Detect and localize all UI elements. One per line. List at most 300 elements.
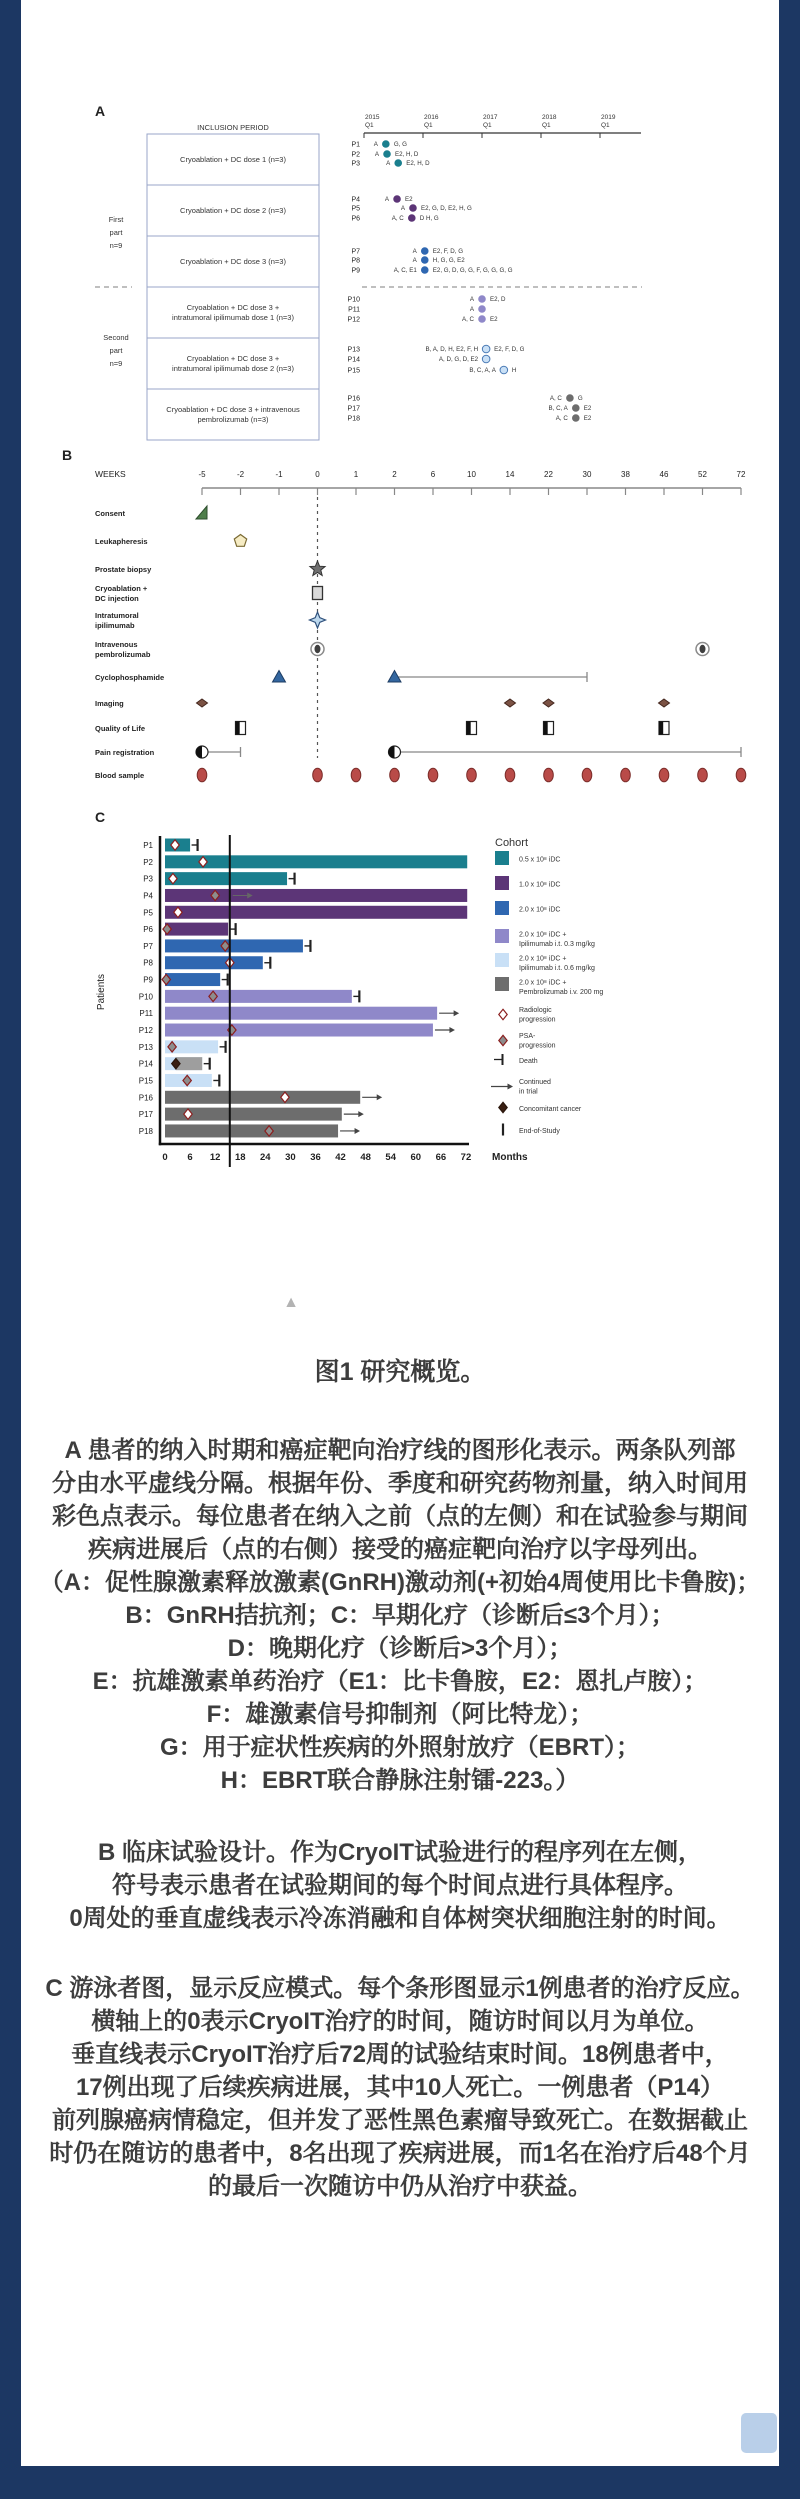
panelB-row-half-circle	[95, 746, 741, 758]
second-part-label: part	[109, 346, 123, 355]
blood-sample-icon	[428, 768, 438, 782]
caption-line: 横轴上的0表示CryoIT治疗的时间，随访时间以月为单位。	[91, 2008, 709, 2035]
panelB-row-star	[95, 561, 325, 576]
svg-text:E2, G, D, E2, H, G: E2, G, D, E2, H, G	[420, 205, 472, 212]
swimmer-row-P8	[143, 956, 270, 969]
cohort-legend	[491, 837, 603, 1136]
svg-text:48: 48	[360, 1152, 371, 1163]
months-axis-label: Months	[492, 1152, 528, 1163]
inclusion-dot-P5	[409, 204, 417, 212]
svg-text:Ipilimumab i.t. 0.6 mg/kg: Ipilimumab i.t. 0.6 mg/kg	[519, 965, 595, 972]
caption-line: 垂直线表示CryoIT治疗后72周的试验结束时间。18例患者中，	[71, 2041, 729, 2068]
swimmer-bar-P12	[165, 1024, 433, 1037]
svg-text:72: 72	[736, 470, 746, 479]
svg-text:H, G, G, E2: H, G, G, E2	[432, 257, 465, 264]
page-border-left	[0, 0, 21, 2499]
svg-text:P13: P13	[138, 1042, 153, 1052]
panelA-patient-P16	[348, 394, 583, 402]
swimmer-row-P10	[139, 990, 360, 1003]
panelB-row-consent-triangle	[95, 506, 207, 519]
cyclophosphamide-triangle-icon	[388, 671, 401, 683]
caption-line: G：用于症状性疾病的外照射放疗（EBRT）；	[160, 1734, 640, 1761]
swimmer-bar-P18	[165, 1124, 338, 1137]
svg-text:-1: -1	[275, 470, 283, 479]
blood-sample-icon	[313, 768, 323, 782]
panel-a-label: A	[95, 103, 106, 119]
panelA-patient-P15	[348, 366, 517, 374]
svg-text:A: A	[412, 248, 417, 255]
svg-text:Cryoablation + DC dose 1 (n=3): Cryoablation + DC dose 1 (n=3)	[180, 155, 286, 164]
svg-text:38: 38	[621, 470, 630, 479]
cyclophosphamide-triangle-icon	[273, 671, 286, 683]
swimmer-row-P1	[143, 839, 197, 852]
svg-text:P10: P10	[138, 992, 153, 1002]
continued-in-trial-arrow-icon	[454, 1010, 460, 1016]
panelA-patient-P5	[351, 204, 472, 212]
imaging-diamond-icon	[197, 699, 208, 707]
svg-text:P7: P7	[143, 941, 153, 951]
swimmer-row-P14	[139, 1057, 210, 1070]
panel-c	[95, 809, 603, 1167]
svg-text:P12: P12	[347, 316, 360, 324]
svg-text:E2, F, D, G: E2, F, D, G	[494, 346, 525, 353]
caption-line: 时仍在随访的患者中，8名出现了疾病进展，而1名在治疗后48个月	[49, 2140, 751, 2167]
swimmer-row-P15	[139, 1074, 220, 1087]
svg-text:P16: P16	[138, 1093, 153, 1103]
svg-text:A, C: A, C	[391, 215, 404, 222]
patients-axis-label: Patients	[96, 973, 107, 1011]
panel-b	[62, 447, 746, 782]
svg-text:P5: P5	[351, 205, 360, 213]
swimmer-row-P11	[139, 1007, 459, 1020]
swimmer-row-P18	[139, 1124, 360, 1137]
swimmer-row-P17	[139, 1108, 364, 1121]
svg-text:60: 60	[410, 1152, 422, 1163]
svg-text:Continued: Continued	[519, 1079, 551, 1086]
inclusion-dot-P1	[382, 140, 390, 148]
svg-text:A: A	[469, 306, 474, 313]
svg-text:Cryoablation + DC dose 3 +: Cryoablation + DC dose 3 +	[186, 303, 280, 312]
svg-text:P11: P11	[139, 1009, 153, 1019]
panelB-row-blue-triangle	[95, 671, 587, 683]
svg-text:P17: P17	[347, 405, 360, 413]
caption-line: 前列腺癌病情稳定，但并发了恶性黑色素瘤导致死亡。在数据截止	[52, 2107, 748, 2134]
svg-text:intratumoral ipilimumab dose 1: intratumoral ipilimumab dose 1 (n=3)	[172, 313, 294, 322]
concomitant-marker-icon	[499, 1102, 507, 1112]
svg-text:6: 6	[187, 1152, 193, 1163]
caption-paragraph-a	[20, 1434, 780, 1797]
panelB-row-half-square	[95, 722, 669, 735]
blood-sample-icon	[659, 768, 669, 782]
swimmer-bar-P8	[165, 956, 263, 969]
svg-text:P11: P11	[348, 306, 360, 314]
svg-text:Cryoablation + DC dose 3 + int: Cryoablation + DC dose 3 + intravenous	[166, 405, 300, 414]
caption-line: A 患者的纳入时期和癌症靶向治疗线的图形化表示。两条队列部	[64, 1437, 736, 1464]
svg-text:6: 6	[430, 470, 436, 479]
svg-text:Leukapheresis: Leukapheresis	[95, 537, 148, 546]
svg-text:P7: P7	[351, 248, 360, 256]
page-border-bottom	[0, 2466, 800, 2499]
blood-sample-icon	[351, 768, 361, 782]
psa-marker-icon	[499, 1035, 507, 1045]
leukapheresis-pentagon-icon	[234, 535, 246, 547]
svg-text:Q1: Q1	[601, 122, 610, 129]
swimmer-row-P2	[143, 855, 467, 868]
svg-text:Cryoablation + DC dose 2 (n=3): Cryoablation + DC dose 2 (n=3)	[180, 206, 286, 215]
inclusion-dot-P17	[572, 404, 580, 412]
svg-text:-5: -5	[198, 470, 206, 479]
page-border-right	[779, 0, 800, 2499]
svg-text:P10: P10	[347, 296, 360, 304]
panelA-patient-P7	[351, 247, 463, 255]
svg-text:46: 46	[659, 470, 669, 479]
second-part-label: n=9	[109, 359, 123, 368]
inclusion-dot-P3	[394, 159, 402, 167]
svg-text:Concomitant cancer: Concomitant cancer	[519, 1106, 582, 1113]
svg-text:24: 24	[260, 1152, 271, 1163]
svg-text:P2: P2	[143, 857, 153, 867]
svg-text:Quality of Life: Quality of Life	[95, 724, 146, 733]
svg-text:0: 0	[162, 1152, 168, 1163]
panelB-row-square	[95, 584, 323, 603]
panelB-row-circled-dot	[95, 640, 709, 659]
svg-text:Cryoablation +: Cryoablation +	[95, 584, 148, 593]
legend-swatch-2	[495, 901, 509, 915]
biopsy-star-icon	[310, 561, 325, 576]
caption-line: C 游泳者图，显示反应模式。每个条形图显示1例患者的治疗反应。	[45, 1975, 755, 2002]
imaging-diamond-icon	[659, 699, 670, 707]
caption-line: E：抗雄激素单药治疗（E1：比卡鲁胺，E2：恩扎卢胺）；	[92, 1668, 708, 1695]
svg-text:66: 66	[435, 1152, 447, 1163]
svg-text:P5: P5	[143, 908, 153, 918]
svg-text:G, G: G, G	[393, 141, 407, 148]
svg-text:A, D, G, D, E2: A, D, G, D, E2	[438, 356, 479, 363]
svg-text:Pembrolizumab i.v. 200 mg: Pembrolizumab i.v. 200 mg	[519, 989, 604, 996]
inclusion-dot-P18	[572, 414, 580, 422]
swimmer-bar-P3	[165, 872, 287, 885]
svg-text:Prostate biopsy: Prostate biopsy	[95, 565, 152, 574]
svg-text:Cryoablation + DC dose 3 +: Cryoablation + DC dose 3 +	[186, 354, 280, 363]
svg-text:pembrolizumab: pembrolizumab	[95, 650, 151, 659]
svg-text:G: G	[577, 395, 583, 402]
svg-text:2: 2	[392, 470, 397, 479]
panelB-row-four-point-star	[95, 611, 326, 630]
imaging-diamond-icon	[505, 699, 516, 707]
svg-text:P6: P6	[143, 925, 153, 935]
panelA-patient-P18	[348, 414, 592, 422]
swimmer-row-P4	[143, 889, 467, 902]
svg-text:P14: P14	[138, 1059, 153, 1069]
swimmer-bar-P10	[165, 990, 352, 1003]
svg-text:P3: P3	[351, 160, 360, 168]
svg-text:A: A	[373, 141, 378, 148]
continued-in-trial-arrow-icon	[355, 1128, 361, 1134]
svg-text:E2: E2	[490, 316, 498, 323]
svg-text:A, C: A, C	[549, 395, 562, 402]
inclusion-dot-P10	[478, 295, 486, 303]
blood-sample-icon	[621, 768, 631, 782]
continued-in-trial-arrow-icon	[358, 1111, 364, 1117]
swimmer-bar-P9	[165, 973, 220, 986]
svg-text:P9: P9	[143, 975, 153, 985]
caption-line: 分由水平虚线分隔。根据年份、季度和研究药物剂量，纳入时间用	[52, 1470, 748, 1497]
first-part-label: First	[108, 215, 124, 224]
svg-text:2.0 x 10⁸ iDC +: 2.0 x 10⁸ iDC +	[519, 931, 567, 939]
svg-text:P8: P8	[351, 257, 360, 265]
svg-text:P16: P16	[347, 395, 360, 403]
svg-text:Q1: Q1	[483, 122, 492, 129]
svg-text:18: 18	[234, 1152, 246, 1163]
svg-text:2018: 2018	[542, 114, 557, 121]
panelA-patient-P8	[351, 256, 465, 264]
caption-line: F：雄激素信号抑制剂（阿比特龙）；	[206, 1701, 594, 1728]
consent-triangle-icon	[196, 506, 207, 519]
panelA-patient-P17	[348, 404, 592, 412]
ipilimumab-star-icon	[310, 612, 326, 628]
svg-text:72: 72	[460, 1152, 472, 1163]
svg-text:Death: Death	[519, 1058, 538, 1065]
svg-text:E2, H, D: E2, H, D	[395, 151, 419, 158]
swimmer-row-P12	[139, 1024, 455, 1037]
panelB-row-pentagon	[95, 535, 247, 547]
second-part-label: Second	[103, 333, 129, 342]
panelA-patient-P13	[348, 345, 525, 353]
caption-paragraph-b	[20, 1836, 780, 1935]
caption-line: 彩色点表示。每位患者在纳入之前（点的左侧）和在试验参与期间	[52, 1503, 748, 1530]
blood-sample-icon	[505, 768, 515, 782]
svg-text:2019: 2019	[601, 114, 616, 121]
svg-text:P15: P15	[347, 367, 360, 375]
svg-text:36: 36	[310, 1152, 321, 1163]
svg-text:A, C: A, C	[555, 415, 568, 422]
blood-sample-icon	[698, 768, 708, 782]
svg-text:P9: P9	[351, 267, 360, 275]
inclusion-dot-P11	[478, 305, 486, 313]
svg-text:1: 1	[353, 470, 359, 479]
continued-in-trial-arrow-icon	[377, 1094, 383, 1100]
svg-text:P4: P4	[143, 891, 153, 901]
swimmer-bar-P5	[165, 906, 467, 919]
inclusion-dot-P9	[421, 266, 429, 274]
svg-text:Radiologic: Radiologic	[519, 1007, 552, 1014]
continued-in-trial-arrow-icon	[508, 1084, 514, 1090]
caption-line: 的最后一次随访中仍从治疗中获益。	[208, 2173, 592, 2200]
svg-text:P12: P12	[138, 1026, 153, 1036]
svg-text:PSA-: PSA-	[519, 1033, 536, 1040]
svg-text:A: A	[374, 151, 380, 158]
svg-text:2015: 2015	[365, 114, 380, 121]
legend-swatch-3	[495, 929, 509, 943]
svg-text:P6: P6	[351, 215, 360, 223]
inclusion-dot-P6	[408, 214, 416, 222]
caption-line: H：EBRT联合静脉注射镭-223。）	[220, 1767, 580, 1794]
first-part-label: n=9	[109, 241, 123, 250]
svg-text:0.5 x 10⁸ iDC: 0.5 x 10⁸ iDC	[519, 856, 561, 864]
svg-text:P8: P8	[143, 958, 153, 968]
svg-text:E2, G, D, G, G, F, G, G, G, G: E2, G, D, G, G, F, G, G, G, G	[432, 267, 513, 274]
blood-sample-icon	[544, 768, 554, 782]
inclusion-dot-P14	[482, 355, 490, 363]
swimmer-row-P5	[143, 906, 467, 919]
continued-in-trial-arrow-icon	[449, 1027, 455, 1033]
caption-line: 疾病进展后（点的右侧）接受的癌症靶向治疗以字母列出。	[88, 1536, 712, 1563]
svg-text:Ipilimumab i.t. 0.3 mg/kg: Ipilimumab i.t. 0.3 mg/kg	[519, 941, 595, 948]
swimmer-row-P6	[143, 923, 235, 936]
blood-sample-icon	[467, 768, 477, 782]
panel-b-label: B	[62, 447, 73, 463]
svg-text:E2, F, D, G: E2, F, D, G	[432, 248, 464, 255]
inclusion-dot-P2	[383, 150, 391, 158]
svg-text:B, C, A, A: B, C, A, A	[469, 367, 496, 374]
svg-text:B, C, A: B, C, A	[548, 405, 568, 412]
swimmer-row-P9	[143, 973, 227, 986]
svg-text:P13: P13	[347, 346, 360, 354]
svg-text:DC injection: DC injection	[95, 594, 139, 603]
inclusion-dot-P12	[478, 315, 486, 323]
svg-text:30: 30	[285, 1152, 296, 1163]
svg-text:A, C: A, C	[461, 316, 474, 323]
svg-text:P14: P14	[347, 356, 360, 364]
svg-text:P15: P15	[138, 1076, 153, 1086]
caption-line: 0周处的垂直虚线表示冷冻消融和自体树突状细胞注射的时间。	[69, 1905, 731, 1932]
swimmer-bar-P2	[165, 855, 467, 868]
cryoablation-square-icon	[313, 587, 323, 600]
panelA-patient-P11	[348, 305, 486, 313]
inclusion-dot-P7	[421, 247, 429, 255]
svg-text:2.0 x 10⁸ iDC +: 2.0 x 10⁸ iDC +	[519, 955, 567, 963]
svg-text:Cryoablation + DC dose 3 (n=3): Cryoablation + DC dose 3 (n=3)	[180, 257, 286, 266]
svg-text:P1: P1	[351, 141, 360, 149]
svg-text:P2: P2	[351, 151, 360, 159]
legend-swatch-5	[495, 977, 509, 991]
panelB-row-blood-ellipse	[95, 768, 746, 782]
figure-title: 图1 研究概览。	[314, 1358, 486, 1386]
svg-text:P1: P1	[143, 841, 153, 850]
svg-text:E2: E2	[583, 405, 592, 412]
caption-line: B 临床试验设计。作为CryoIT试验进行的程序列在左侧，	[97, 1839, 702, 1866]
swimmer-row-P16	[139, 1091, 382, 1104]
panelA-patient-P6	[351, 214, 438, 222]
svg-text:P4: P4	[351, 196, 360, 204]
svg-text:A, C, E1: A, C, E1	[393, 267, 417, 274]
svg-text:E2, D: E2, D	[490, 296, 506, 303]
first-part-label: part	[109, 228, 123, 237]
swimmer-bar-P6	[165, 923, 228, 936]
inclusion-dot-P8	[421, 256, 429, 264]
swimmer-bar-P7	[165, 939, 303, 952]
blood-sample-icon	[390, 768, 400, 782]
panelB-row-imaging-diamond	[95, 699, 670, 708]
svg-text:Imaging: Imaging	[95, 699, 124, 708]
svg-text:End-of-Study: End-of-Study	[519, 1128, 560, 1135]
svg-text:Consent: Consent	[95, 509, 125, 518]
caption-line: D：晚期化疗（诊断后>3个月）；	[227, 1635, 573, 1662]
svg-text:intratumoral ipilimumab dose 2: intratumoral ipilimumab dose 2 (n=3)	[172, 364, 294, 373]
caption-line: 17例出现了后续疾病进展，其中10人死亡。一例患者（P14）	[75, 2074, 725, 2101]
svg-text:A: A	[469, 296, 474, 303]
back-to-top-button[interactable]	[741, 2413, 777, 2453]
legend-swatch-0	[495, 851, 509, 865]
caption-line: （A：促性腺激素释放激素(GnRH)激动剂(+初始4周使用比卡鲁胺)；	[39, 1569, 761, 1596]
panel-a	[95, 103, 642, 440]
svg-text:P17: P17	[138, 1110, 153, 1120]
svg-text:2017: 2017	[483, 114, 498, 121]
panelA-patient-P9	[351, 266, 512, 274]
swimmer-row-P3	[143, 872, 294, 885]
svg-text:E2: E2	[583, 415, 592, 422]
svg-text:10: 10	[467, 470, 476, 479]
panelA-patient-P1	[351, 140, 407, 148]
svg-text:Q1: Q1	[365, 122, 374, 129]
legend-title: Cohort	[495, 837, 529, 849]
svg-text:E2, H, D: E2, H, D	[406, 160, 430, 167]
svg-text:Q1: Q1	[542, 122, 551, 129]
svg-text:P18: P18	[138, 1126, 153, 1136]
caption-paragraph-c	[20, 1972, 780, 2203]
svg-text:Intravenous: Intravenous	[95, 640, 138, 649]
svg-text:1.0 x 10⁸ iDC: 1.0 x 10⁸ iDC	[519, 881, 561, 889]
svg-text:-2: -2	[236, 470, 245, 479]
svg-text:Intratumoral: Intratumoral	[95, 611, 139, 620]
radiologic-marker-icon	[499, 1009, 507, 1019]
svg-text:progression: progression	[519, 1042, 556, 1050]
panel-c-label: C	[95, 809, 106, 825]
legend-swatch-4	[495, 953, 509, 967]
svg-text:A: A	[386, 160, 391, 167]
svg-text:Cyclophosphamide: Cyclophosphamide	[95, 673, 165, 682]
svg-text:A: A	[412, 257, 417, 264]
svg-text:42: 42	[335, 1152, 346, 1163]
svg-text:Q1: Q1	[424, 122, 433, 129]
panelA-patient-P4	[351, 195, 413, 203]
svg-text:H: H	[511, 367, 517, 374]
svg-text:ipilimumab: ipilimumab	[95, 621, 135, 630]
svg-text:P3: P3	[143, 874, 153, 884]
caption-line: B：GnRH拮抗剂；C：早期化疗（诊断后≤3个月）；	[125, 1602, 675, 1629]
swimmer-bar-P16	[165, 1091, 360, 1104]
svg-text:2.0 x 10⁸ iDC: 2.0 x 10⁸ iDC	[519, 906, 561, 914]
svg-text:P18: P18	[347, 415, 360, 423]
svg-text:0: 0	[315, 470, 320, 479]
caption-line: 符号表示患者在试验期间的每个时间点进行具体程序。	[112, 1872, 688, 1899]
inclusion-dot-P16	[566, 394, 574, 402]
blood-sample-icon	[582, 768, 592, 782]
figure-1-graphic	[0, 0, 800, 1180]
swimmer-bar-P11	[165, 1007, 437, 1020]
svg-text:pembrolizumab (n=3): pembrolizumab (n=3)	[197, 415, 269, 424]
svg-text:E2: E2	[405, 196, 413, 203]
blood-sample-icon	[197, 768, 207, 782]
svg-text:14: 14	[505, 470, 515, 479]
inclusion-dot-P15	[500, 366, 508, 374]
inclusion-dot-P13	[482, 345, 490, 353]
svg-text:D H, G: D H, G	[419, 215, 439, 222]
imaging-diamond-icon	[543, 699, 554, 707]
svg-text:2016: 2016	[424, 114, 439, 121]
svg-text:Blood sample: Blood sample	[95, 771, 145, 780]
svg-text:A: A	[384, 196, 390, 203]
swimmer-row-P7	[143, 939, 310, 952]
svg-text:in trial: in trial	[519, 1088, 538, 1096]
svg-text:progression: progression	[519, 1016, 556, 1024]
weeks-axis-label: WEEKS	[95, 469, 126, 479]
inclusion-period-title: INCLUSION PERIOD	[197, 123, 269, 132]
svg-text:12: 12	[209, 1152, 221, 1163]
blood-sample-icon	[736, 768, 746, 782]
svg-text:A: A	[400, 205, 405, 212]
panelA-patient-P10	[348, 295, 506, 303]
panelA-patient-P14	[348, 355, 490, 363]
